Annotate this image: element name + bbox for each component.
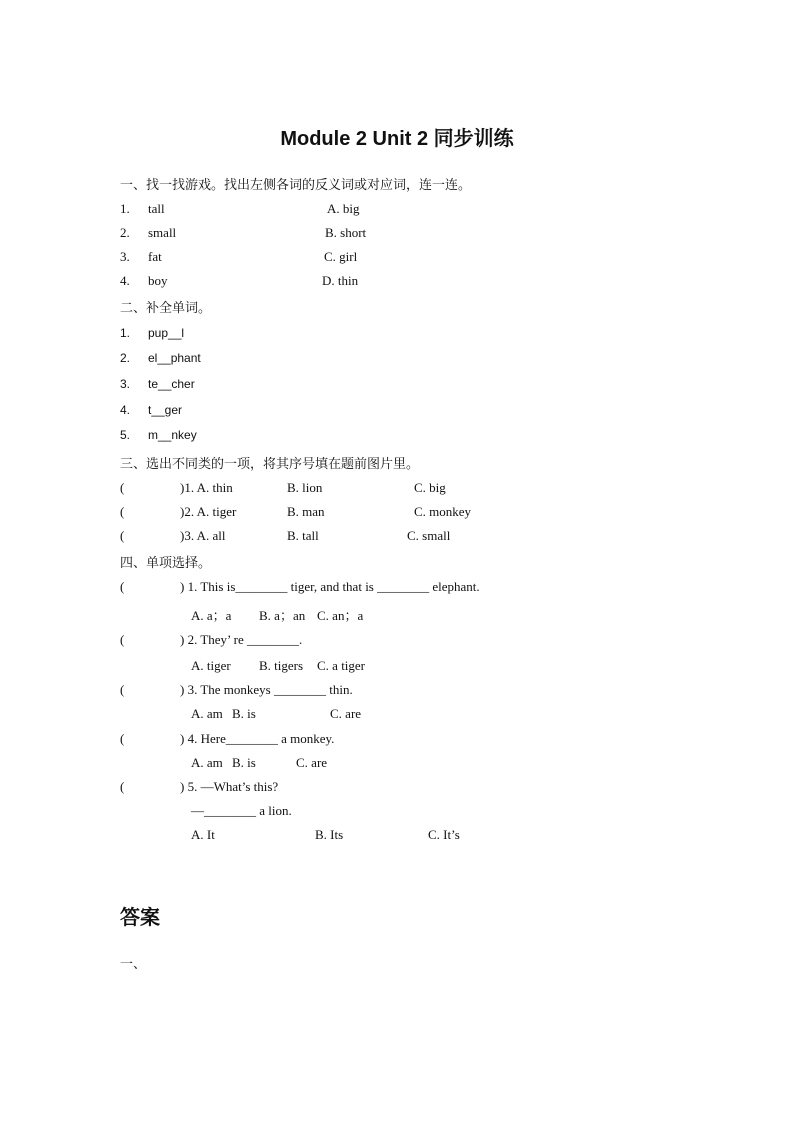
s4-q5-optA: A. It: [191, 827, 215, 842]
s4-q4-stem: ) 4. Here________ a monkey.: [180, 731, 335, 746]
s4-q2-stem: ) 2. They’ re ________.: [180, 632, 303, 647]
answers-section-1-label: 一、: [120, 957, 147, 972]
s4-q4-paren: (: [120, 731, 125, 746]
s2-item-3-num: 3.: [120, 377, 131, 391]
s1-item-1-word: tall: [148, 201, 165, 216]
s2-item-4-num: 4.: [120, 403, 131, 417]
s3-q2-optC: C. monkey: [414, 504, 472, 519]
section-2-heading: 二、补全单词。: [120, 301, 212, 316]
s4-q5-optB: B. Its: [315, 827, 344, 842]
s2-item-2-num: 2.: [120, 351, 131, 365]
page-title: Module 2 Unit 2 同步训练: [280, 128, 514, 150]
s1-item-2-num: 2.: [120, 225, 130, 240]
s1-item-4-match: D. thin: [322, 273, 359, 288]
s4-q2-optC: C. a tiger: [317, 658, 366, 673]
s4-q4-optA: A. am: [191, 755, 223, 770]
s1-item-3-num: 3.: [120, 249, 130, 264]
s4-q2-optA: A. tiger: [191, 658, 231, 673]
s4-q3-optA: A. am: [191, 706, 223, 721]
s4-q5-optC: C. It’s: [428, 827, 460, 842]
section-1-heading: 一、找一找游戏。找出左侧各词的反义词或对应词，连一连。: [120, 178, 472, 193]
s4-q1-optB: B. a；an: [259, 608, 306, 623]
s4-q4-optC: C. are: [296, 755, 328, 770]
s4-q2-optB: B. tigers: [259, 658, 304, 673]
s4-q1-optC: C. an；a: [317, 608, 364, 623]
s3-q3-optA: )3. A. all: [180, 528, 226, 543]
s3-q1-optA: )1. A. thin: [180, 480, 233, 495]
s4-q4-optB: B. is: [232, 755, 256, 770]
s2-item-5-word: m__nkey: [148, 428, 197, 442]
s4-q1-stem: ) 1. This is________ tiger, and that is ________ elephant.: [180, 579, 480, 594]
s3-q3-optB: B. tall: [287, 528, 319, 543]
section-3-heading: 三、选出不同类的一项，将其序号填在题前图片里。: [120, 457, 420, 472]
s1-item-2-word: small: [148, 225, 177, 240]
s2-item-2-word: el__phant: [148, 351, 201, 365]
s2-item-1-word: pup__l: [148, 326, 185, 340]
answers-heading: 答案: [120, 905, 160, 929]
s4-q5-sub: —________ a lion.: [191, 803, 292, 818]
s1-item-4-num: 4.: [120, 273, 130, 288]
s4-q1-optA: A. a；a: [191, 608, 232, 623]
s4-q3-paren: (: [120, 682, 125, 697]
s2-item-5-num: 5.: [120, 428, 131, 442]
s2-item-4-word: t__ger: [148, 403, 183, 417]
s1-item-1-match: A. big: [327, 201, 360, 216]
s3-q3-optC: C. small: [407, 528, 451, 543]
s4-q5-paren: (: [120, 779, 125, 794]
s4-q3-stem: ) 3. The monkeys ________ thin.: [180, 682, 353, 697]
s2-item-3-word: te__cher: [148, 377, 195, 391]
s1-item-2-match: B. short: [325, 225, 367, 240]
s3-q3-paren: (: [120, 528, 125, 543]
s1-item-3-match: C. girl: [324, 249, 358, 264]
section-4-heading: 四、单项选择。: [120, 556, 212, 571]
s3-q1-optB: B. lion: [287, 480, 323, 495]
s2-item-1-num: 1.: [120, 326, 131, 340]
s3-q2-optA: )2. A. tiger: [180, 504, 237, 519]
s1-item-4-word: boy: [148, 273, 168, 288]
s4-q3-optB: B. is: [232, 706, 256, 721]
s3-q2-paren: (: [120, 504, 125, 519]
s4-q5-stem: ) 5. —What’s this?: [180, 779, 279, 794]
s3-q1-optC: C. big: [414, 480, 446, 495]
s3-q1-paren: (: [120, 480, 125, 495]
s4-q2-paren: (: [120, 632, 125, 647]
s4-q1-paren: (: [120, 579, 125, 594]
s3-q2-optB: B. man: [287, 504, 325, 519]
s4-q3-optC: C. are: [330, 706, 362, 721]
s1-item-3-word: fat: [148, 249, 162, 264]
s1-item-1-num: 1.: [120, 201, 130, 216]
